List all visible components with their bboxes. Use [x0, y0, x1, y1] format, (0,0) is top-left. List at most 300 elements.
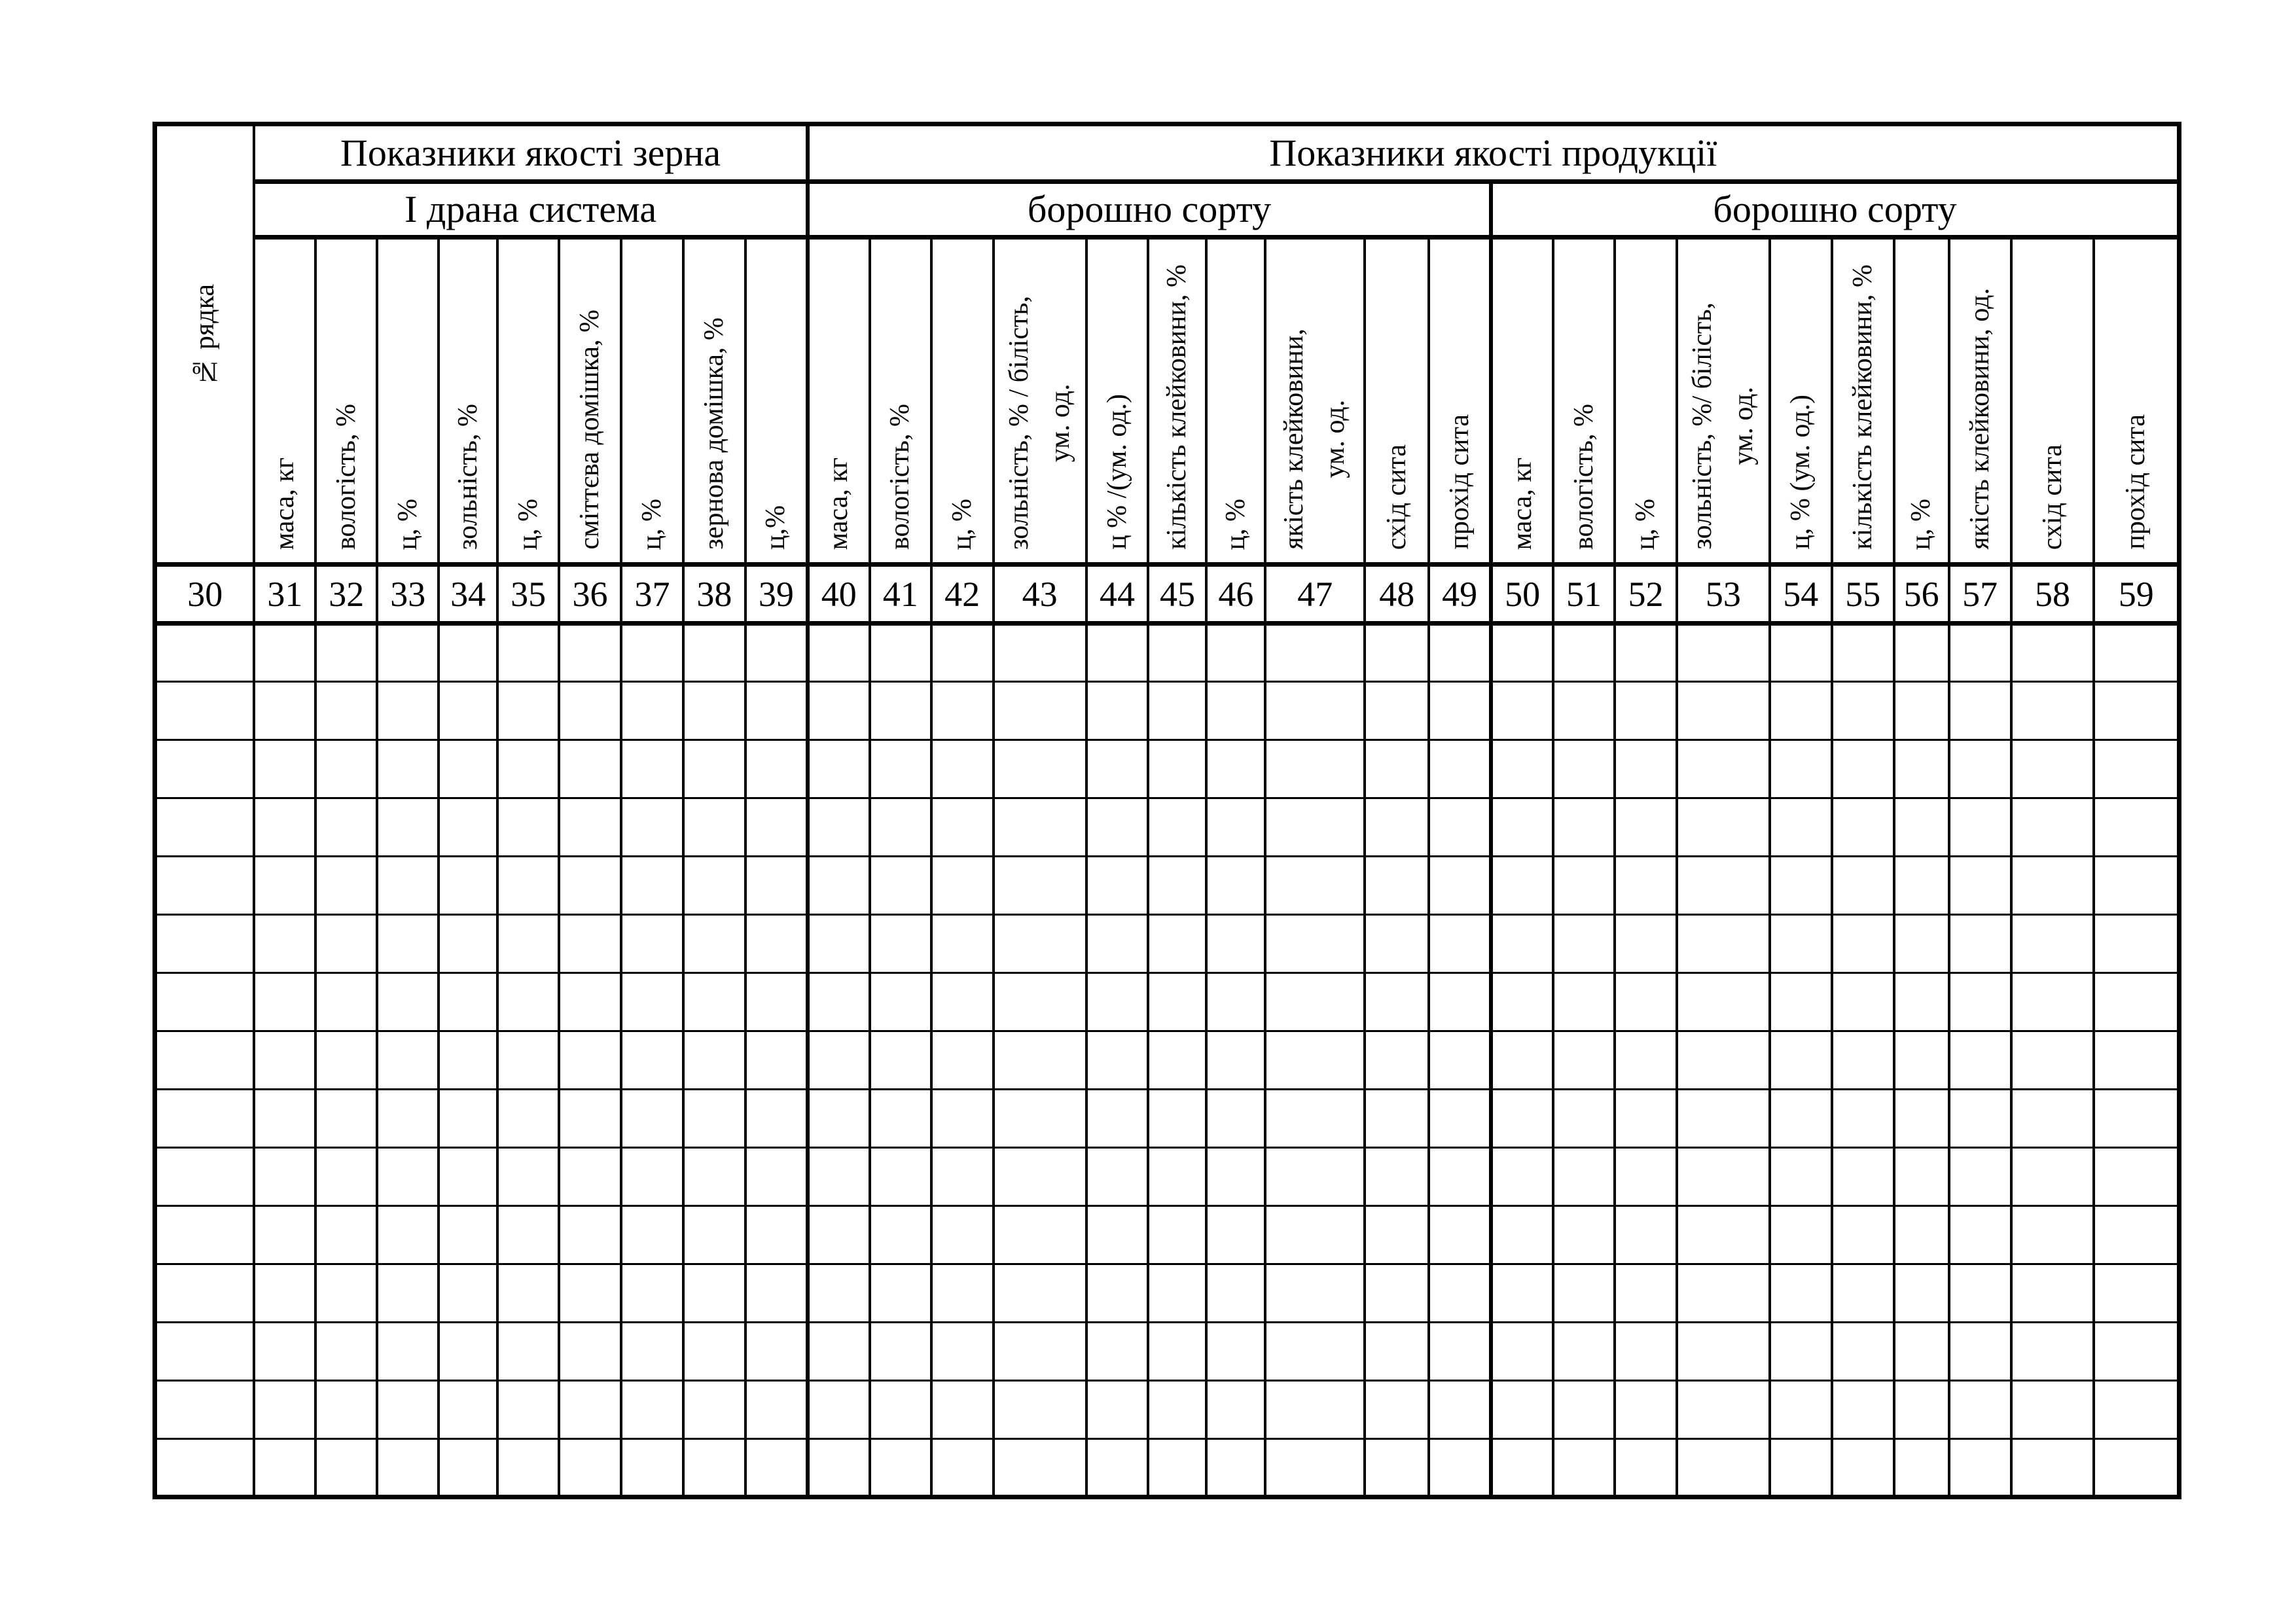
- empty-cell: [254, 1381, 315, 1439]
- empty-cell: [1615, 682, 1677, 740]
- col-number-53: 53: [1677, 565, 1770, 624]
- empty-cell: [559, 624, 621, 682]
- empty-cell: [1365, 798, 1429, 857]
- col-header-38: [683, 238, 745, 565]
- empty-cell: [621, 973, 683, 1031]
- empty-cell: [155, 1264, 255, 1323]
- empty-cell: [1086, 682, 1149, 740]
- empty-cell: [1206, 1031, 1265, 1090]
- empty-cell: [994, 1381, 1086, 1439]
- empty-cell: [1206, 1148, 1265, 1206]
- empty-cell: [254, 973, 315, 1031]
- empty-cell: [1949, 798, 2011, 857]
- empty-cell: [155, 973, 255, 1031]
- col-header-52: [1615, 238, 1677, 565]
- empty-cell: [683, 1090, 745, 1148]
- empty-cell: [683, 973, 745, 1031]
- empty-cell: [870, 1439, 931, 1497]
- empty-cell: [254, 857, 315, 915]
- data-row-10: [155, 1148, 2179, 1206]
- empty-cell: [621, 1439, 683, 1497]
- empty-cell: [1553, 1148, 1615, 1206]
- col-header-text: сміттєва домішка, %: [575, 310, 605, 550]
- empty-cell: [994, 1439, 1086, 1497]
- empty-cell: [870, 973, 931, 1031]
- col-number-45: 45: [1148, 565, 1206, 624]
- empty-cell: [1491, 682, 1553, 740]
- header-row-column-labels: [155, 238, 2179, 565]
- empty-cell: [377, 624, 439, 682]
- empty-cell: [1894, 1264, 1949, 1323]
- empty-cell: [1677, 798, 1770, 857]
- empty-cell: [870, 857, 931, 915]
- col-number-52: 52: [1615, 565, 1677, 624]
- header-row-sections: [155, 124, 2179, 182]
- data-row-1: [155, 624, 2179, 682]
- empty-cell: [2011, 857, 2094, 915]
- empty-cell: [155, 857, 255, 915]
- empty-cell: [377, 1264, 439, 1323]
- empty-cell: [1429, 798, 1491, 857]
- empty-cell: [1615, 1148, 1677, 1206]
- empty-cell: [1770, 1381, 1832, 1439]
- empty-cell: [439, 1439, 497, 1497]
- empty-cell: [683, 798, 745, 857]
- empty-cell: [1615, 1323, 1677, 1381]
- empty-cell: [1832, 1381, 1894, 1439]
- empty-cell: [1206, 1264, 1265, 1323]
- empty-cell: [559, 1206, 621, 1264]
- col-header-text: зольність, % / білість, ум. од.: [1003, 295, 1075, 550]
- empty-cell: [2094, 973, 2179, 1031]
- empty-cell: [870, 1148, 931, 1206]
- empty-cell: [808, 1206, 870, 1264]
- empty-cell: [1429, 740, 1491, 798]
- data-row-3: [155, 740, 2179, 798]
- empty-cell: [994, 1148, 1086, 1206]
- empty-cell: [1615, 1381, 1677, 1439]
- empty-cell: [1365, 857, 1429, 915]
- empty-cell: [1894, 1439, 1949, 1497]
- empty-cell: [1491, 857, 1553, 915]
- empty-cell: [1429, 1323, 1491, 1381]
- col-number-37: 37: [621, 565, 683, 624]
- col-number-44: 44: [1086, 565, 1149, 624]
- col-header-36: [559, 238, 621, 565]
- empty-cell: [559, 1090, 621, 1148]
- empty-cell: [1491, 798, 1553, 857]
- col-header-text: прохід сита: [1444, 414, 1475, 550]
- col-header-text: схід сита: [1381, 444, 1412, 550]
- empty-cell: [1677, 1381, 1770, 1439]
- empty-cell: [1429, 1206, 1491, 1264]
- table-body: [155, 624, 2179, 1497]
- empty-cell: [1553, 973, 1615, 1031]
- empty-cell: [1265, 1264, 1365, 1323]
- empty-cell: [2011, 1148, 2094, 1206]
- empty-cell: [1677, 1090, 1770, 1148]
- empty-cell: [621, 1148, 683, 1206]
- empty-cell: [497, 798, 559, 857]
- empty-cell: [1770, 1206, 1832, 1264]
- empty-cell: [1265, 1031, 1365, 1090]
- col-number-30: 30: [155, 565, 255, 624]
- empty-cell: [1677, 915, 1770, 973]
- empty-cell: [2094, 624, 2179, 682]
- empty-cell: [1365, 1323, 1429, 1381]
- empty-cell: [683, 1381, 745, 1439]
- data-row-12: [155, 1264, 2179, 1323]
- empty-cell: [1148, 798, 1206, 857]
- col-header-57: [1949, 238, 2011, 565]
- empty-cell: [870, 1381, 931, 1439]
- empty-cell: [1894, 798, 1949, 857]
- empty-cell: [439, 1148, 497, 1206]
- col-header-55: [1832, 238, 1894, 565]
- col-header-text: прохід сита: [2121, 414, 2151, 550]
- empty-cell: [2094, 682, 2179, 740]
- empty-cell: [497, 682, 559, 740]
- empty-cell: [1491, 1148, 1553, 1206]
- col-header-32: [315, 238, 377, 565]
- empty-cell: [1894, 915, 1949, 973]
- col-header-text: зольність, %/ білість, ум. од.: [1687, 302, 1759, 550]
- empty-cell: [155, 1323, 255, 1381]
- empty-cell: [1677, 740, 1770, 798]
- col-number-51: 51: [1553, 565, 1615, 624]
- empty-cell: [497, 624, 559, 682]
- empty-cell: [1265, 740, 1365, 798]
- empty-cell: [1206, 624, 1265, 682]
- empty-cell: [1770, 1439, 1832, 1497]
- subsection-break-system: І драна система: [254, 182, 807, 238]
- empty-cell: [1770, 1090, 1832, 1148]
- empty-cell: [377, 1148, 439, 1206]
- empty-cell: [1615, 1439, 1677, 1497]
- empty-cell: [1365, 740, 1429, 798]
- empty-cell: [559, 1439, 621, 1497]
- empty-cell: [559, 1148, 621, 1206]
- empty-cell: [2011, 682, 2094, 740]
- empty-cell: [1086, 915, 1149, 973]
- col-header-33: [377, 238, 439, 565]
- empty-cell: [931, 915, 994, 973]
- empty-cell: [683, 1439, 745, 1497]
- header-row-subsections: [155, 182, 2179, 238]
- empty-cell: [2011, 798, 2094, 857]
- empty-cell: [994, 1206, 1086, 1264]
- empty-cell: [1148, 1439, 1206, 1497]
- empty-cell: [1677, 1206, 1770, 1264]
- empty-cell: [439, 798, 497, 857]
- col-header-44: [1086, 238, 1149, 565]
- empty-cell: [1949, 740, 2011, 798]
- col-header-text: схід сита: [2037, 444, 2068, 550]
- empty-cell: [994, 1090, 1086, 1148]
- empty-cell: [1677, 1264, 1770, 1323]
- col-header-50: [1491, 238, 1553, 565]
- empty-cell: [559, 1031, 621, 1090]
- empty-cell: [315, 1264, 377, 1323]
- empty-cell: [1365, 682, 1429, 740]
- empty-cell: [439, 624, 497, 682]
- col-header-text: кількість клейковини, %: [1162, 264, 1193, 550]
- empty-cell: [1832, 1323, 1894, 1381]
- empty-cell: [315, 682, 377, 740]
- empty-cell: [1365, 1206, 1429, 1264]
- empty-cell: [1365, 915, 1429, 973]
- empty-cell: [1206, 857, 1265, 915]
- col-header-text: якість клейковини, од.: [1964, 288, 1995, 550]
- empty-cell: [1949, 1090, 2011, 1148]
- grain-product-quality-table: [152, 122, 2181, 1499]
- empty-cell: [2011, 1323, 2094, 1381]
- empty-cell: [683, 1031, 745, 1090]
- empty-cell: [1491, 915, 1553, 973]
- empty-cell: [1086, 1381, 1149, 1439]
- empty-cell: [1086, 798, 1149, 857]
- empty-cell: [1615, 1206, 1677, 1264]
- empty-cell: [1086, 624, 1149, 682]
- empty-cell: [1894, 1090, 1949, 1148]
- empty-cell: [994, 624, 1086, 682]
- empty-cell: [808, 740, 870, 798]
- empty-cell: [931, 740, 994, 798]
- empty-cell: [621, 1031, 683, 1090]
- empty-cell: [497, 740, 559, 798]
- empty-cell: [1206, 1439, 1265, 1497]
- empty-cell: [497, 1206, 559, 1264]
- col-header-56: [1894, 238, 1949, 565]
- empty-cell: [1206, 682, 1265, 740]
- empty-cell: [1770, 1323, 1832, 1381]
- col-header-34: [439, 238, 497, 565]
- empty-cell: [1148, 1264, 1206, 1323]
- empty-cell: [1265, 682, 1365, 740]
- empty-cell: [1491, 1439, 1553, 1497]
- empty-cell: [1832, 973, 1894, 1031]
- col-header-53: [1677, 238, 1770, 565]
- empty-cell: [1615, 1031, 1677, 1090]
- empty-cell: [870, 1090, 931, 1148]
- empty-cell: [1491, 1031, 1553, 1090]
- empty-cell: [1265, 915, 1365, 973]
- col-header-59: [2094, 238, 2179, 565]
- empty-cell: [1615, 740, 1677, 798]
- data-row-11: [155, 1206, 2179, 1264]
- empty-cell: [621, 682, 683, 740]
- empty-cell: [870, 624, 931, 682]
- empty-cell: [1832, 1439, 1894, 1497]
- empty-cell: [254, 1031, 315, 1090]
- empty-cell: [1086, 1031, 1149, 1090]
- empty-cell: [1148, 1148, 1206, 1206]
- empty-cell: [745, 973, 808, 1031]
- empty-cell: [497, 1090, 559, 1148]
- empty-cell: [1265, 1323, 1365, 1381]
- col-header-47: [1265, 238, 1365, 565]
- section-product-quality-title: Показники якості продукції: [808, 124, 2179, 182]
- empty-cell: [497, 973, 559, 1031]
- empty-cell: [1491, 1090, 1553, 1148]
- empty-cell: [377, 857, 439, 915]
- empty-cell: [1365, 1264, 1429, 1323]
- empty-cell: [808, 1381, 870, 1439]
- empty-cell: [1894, 682, 1949, 740]
- empty-cell: [808, 682, 870, 740]
- empty-cell: [155, 1206, 255, 1264]
- empty-cell: [1615, 1090, 1677, 1148]
- empty-cell: [621, 798, 683, 857]
- empty-cell: [994, 1323, 1086, 1381]
- empty-cell: [1265, 1090, 1365, 1148]
- empty-cell: [931, 624, 994, 682]
- data-row-7: [155, 973, 2179, 1031]
- empty-cell: [994, 1031, 1086, 1090]
- empty-cell: [2011, 915, 2094, 973]
- empty-cell: [155, 915, 255, 973]
- empty-cell: [683, 915, 745, 973]
- empty-cell: [1265, 1148, 1365, 1206]
- data-row-5: [155, 857, 2179, 915]
- empty-cell: [1086, 1264, 1149, 1323]
- data-row-2: [155, 682, 2179, 740]
- empty-cell: [1677, 1148, 1770, 1206]
- empty-cell: [377, 1323, 439, 1381]
- empty-cell: [931, 1439, 994, 1497]
- col-header-31: [254, 238, 315, 565]
- empty-cell: [315, 915, 377, 973]
- empty-cell: [1949, 1148, 2011, 1206]
- empty-cell: [1265, 857, 1365, 915]
- empty-cell: [155, 1381, 255, 1439]
- empty-cell: [2011, 1090, 2094, 1148]
- data-row-14: [155, 1381, 2179, 1439]
- empty-cell: [1949, 1381, 2011, 1439]
- empty-cell: [1949, 915, 2011, 973]
- empty-cell: [439, 915, 497, 973]
- col-number-35: 35: [497, 565, 559, 624]
- empty-cell: [1832, 624, 1894, 682]
- empty-cell: [1949, 857, 2011, 915]
- empty-cell: [439, 682, 497, 740]
- empty-cell: [1429, 973, 1491, 1031]
- col-number-59: 59: [2094, 565, 2179, 624]
- empty-cell: [1832, 1090, 1894, 1148]
- empty-cell: [745, 740, 808, 798]
- empty-cell: [1949, 1206, 2011, 1264]
- empty-cell: [1148, 682, 1206, 740]
- empty-cell: [1265, 624, 1365, 682]
- empty-cell: [931, 1381, 994, 1439]
- empty-cell: [377, 1381, 439, 1439]
- empty-cell: [870, 798, 931, 857]
- empty-cell: [254, 915, 315, 973]
- empty-cell: [683, 857, 745, 915]
- empty-cell: [870, 1206, 931, 1264]
- empty-cell: [1677, 1031, 1770, 1090]
- empty-cell: [155, 1439, 255, 1497]
- empty-cell: [559, 1264, 621, 1323]
- empty-cell: [315, 1206, 377, 1264]
- empty-cell: [1265, 973, 1365, 1031]
- empty-cell: [1832, 1264, 1894, 1323]
- empty-cell: [1086, 973, 1149, 1031]
- empty-cell: [1148, 1090, 1206, 1148]
- empty-cell: [683, 624, 745, 682]
- empty-cell: [683, 682, 745, 740]
- empty-cell: [1770, 915, 1832, 973]
- empty-cell: [439, 1206, 497, 1264]
- empty-cell: [315, 1031, 377, 1090]
- empty-cell: [1832, 740, 1894, 798]
- col-number-33: 33: [377, 565, 439, 624]
- empty-cell: [621, 1381, 683, 1439]
- empty-cell: [254, 682, 315, 740]
- empty-cell: [1206, 1381, 1265, 1439]
- empty-cell: [1553, 1031, 1615, 1090]
- empty-cell: [931, 682, 994, 740]
- empty-cell: [1949, 624, 2011, 682]
- empty-cell: [2011, 1381, 2094, 1439]
- empty-cell: [931, 1206, 994, 1264]
- col-number-47: 47: [1265, 565, 1365, 624]
- table-header: [155, 124, 2179, 624]
- empty-cell: [254, 798, 315, 857]
- data-row-4: [155, 798, 2179, 857]
- col-header-48: [1365, 238, 1429, 565]
- data-row-9: [155, 1090, 2179, 1148]
- empty-cell: [439, 740, 497, 798]
- empty-cell: [994, 857, 1086, 915]
- empty-cell: [155, 1148, 255, 1206]
- empty-cell: [621, 1264, 683, 1323]
- empty-cell: [1148, 624, 1206, 682]
- empty-cell: [1365, 1148, 1429, 1206]
- empty-cell: [1832, 857, 1894, 915]
- empty-cell: [1677, 682, 1770, 740]
- col-header-text: вологість, %: [331, 404, 361, 550]
- empty-cell: [931, 1090, 994, 1148]
- empty-cell: [683, 1148, 745, 1206]
- empty-cell: [994, 915, 1086, 973]
- col-header-45: [1148, 238, 1206, 565]
- empty-cell: [1677, 1439, 1770, 1497]
- empty-cell: [439, 973, 497, 1031]
- col-header-42: [931, 238, 994, 565]
- empty-cell: [315, 857, 377, 915]
- col-number-31: 31: [254, 565, 315, 624]
- empty-cell: [994, 740, 1086, 798]
- empty-cell: [254, 740, 315, 798]
- empty-cell: [1206, 1090, 1265, 1148]
- empty-cell: [1429, 915, 1491, 973]
- empty-cell: [2094, 857, 2179, 915]
- empty-cell: [745, 1031, 808, 1090]
- empty-cell: [377, 1206, 439, 1264]
- empty-cell: [439, 857, 497, 915]
- empty-cell: [155, 624, 255, 682]
- col-number-55: 55: [1832, 565, 1894, 624]
- col-header-58: [2011, 238, 2094, 565]
- empty-cell: [808, 624, 870, 682]
- empty-cell: [994, 682, 1086, 740]
- empty-cell: [2094, 798, 2179, 857]
- empty-cell: [1491, 1381, 1553, 1439]
- empty-cell: [1832, 915, 1894, 973]
- empty-cell: [808, 1090, 870, 1148]
- empty-cell: [315, 1323, 377, 1381]
